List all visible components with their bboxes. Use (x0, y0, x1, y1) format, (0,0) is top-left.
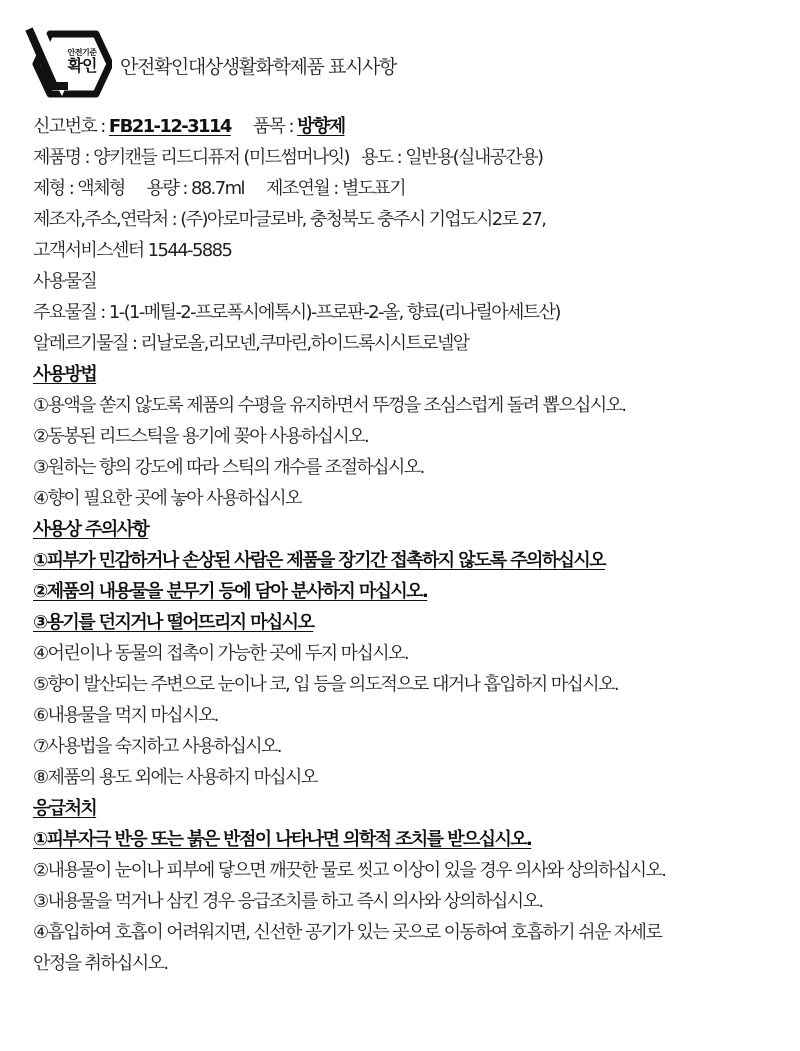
caution-emphasized-item: ①피부가 민감하거나 손상된 사람은 제품을 장기간 접촉하지 않도록 주의하십시오 (33, 550, 605, 571)
usage-heading: 사용방법 (33, 364, 97, 385)
manufacturer: 제조자,주소,연락처 : (주)아로마글로바, 충청북도 충주시 기업도시2로 27, (33, 209, 546, 230)
report-label: 신고번호 : (33, 116, 109, 137)
caution-item: ⑤향이 발산되는 주변으로 눈이나 코, 입 등을 의도적으로 대거나 흡입하지 마십시오. (33, 674, 618, 695)
report-number: FB21-12-3114 (108, 116, 231, 137)
logo-small-text: 안전기준 (67, 48, 97, 57)
first-aid-heading: 응급처치 (33, 798, 97, 819)
customer-service: 고객서비스센터 1544-5885 (33, 240, 232, 261)
report-line (33, 111, 793, 142)
page-title: 안전확인대상생활화학제품 표시사항 (120, 56, 396, 78)
usage-item: ②동봉된 리드스틱을 용기에 꽂아 사용하십시오. (33, 426, 369, 447)
header (24, 24, 784, 104)
form-line (33, 173, 793, 204)
caution-item: ⑦사용법을 숙지하고 사용하십시오. (33, 736, 281, 757)
usage-item: ①용액을 쏟지 않도록 제품의 수평을 유지하면서 뚜껑을 조심스럽게 돌려 뽑으십시오. (33, 395, 626, 416)
caution-item: ⑧제품의 용도 외에는 사용하지 마십시오 (33, 767, 317, 788)
caution-emphasized-item: ③용기를 던지거나 떨어뜨리지 마십시오 (33, 612, 314, 633)
first-aid-item: ②내용물이 눈이나 피부에 닿으면 깨끗한 물로 씻고 이상이 있을 경우 의사와 상의하십시오. (33, 860, 666, 881)
first-aid-item: ③내용물을 먹거나 삼킨 경우 응급조치를 하고 즉시 의사와 상의하십시오. (33, 891, 543, 912)
cautions-heading: 사용상 주의사항 (33, 519, 149, 540)
item-value: 방향제 (297, 116, 345, 137)
logo-big-text: 확인 (67, 56, 97, 75)
allergens: 알레르기물질 : 리날로올,리모넨,쿠마린,하이드록시시트로넬알 (33, 333, 469, 354)
usage-item: ④향이 필요한 곳에 놓아 사용하십시오 (33, 488, 301, 509)
first-aid-item: ④흡입하여 호흡이 어려워지면, 신선한 공기가 있는 곳으로 이동하여 호흡하기 쉬운 자세로 (33, 922, 662, 943)
product-line (33, 142, 793, 173)
first-aid-emphasized-item: ①피부자극 반응 또는 붉은 반점이 나타나면 의학적 조치를 받으십시오. (33, 829, 532, 850)
product-form: 제형 : 액체형 (33, 178, 125, 199)
item-label: 품목 : (252, 116, 298, 137)
product-name: 제품명 : 양키캔들 리드디퓨저 (미드썸머나잇) (33, 147, 349, 168)
substances-title: 사용물질 (33, 271, 97, 292)
safety-certification-logo (24, 24, 112, 104)
label-content (33, 111, 793, 979)
product-volume: 용량 : 88.7ml (146, 178, 244, 199)
main-substances: 주요물질 : 1-(1-메틸-2-프로폭시에톡시)-프로판-2-올, 향료(리나릴아세트산) (33, 302, 560, 323)
usage-item: ③원하는 향의 강도에 따라 스틱의 개수를 조절하십시오. (33, 457, 424, 478)
product-use: 용도 : 일반용(실내공간용) (360, 147, 543, 168)
caution-emphasized-item: ②제품의 내용물을 분무기 등에 담아 분사하지 마십시오. (33, 581, 428, 602)
caution-item: ④어린이나 동물의 접촉이 가능한 곳에 두지 마십시오. (33, 643, 408, 664)
first-aid-item-continuation: 안정을 취하십시오. (33, 953, 168, 974)
caution-item: ⑥내용물을 먹지 마십시오. (33, 705, 218, 726)
manufacture-date: 제조연월 : 별도표기 (265, 178, 405, 199)
